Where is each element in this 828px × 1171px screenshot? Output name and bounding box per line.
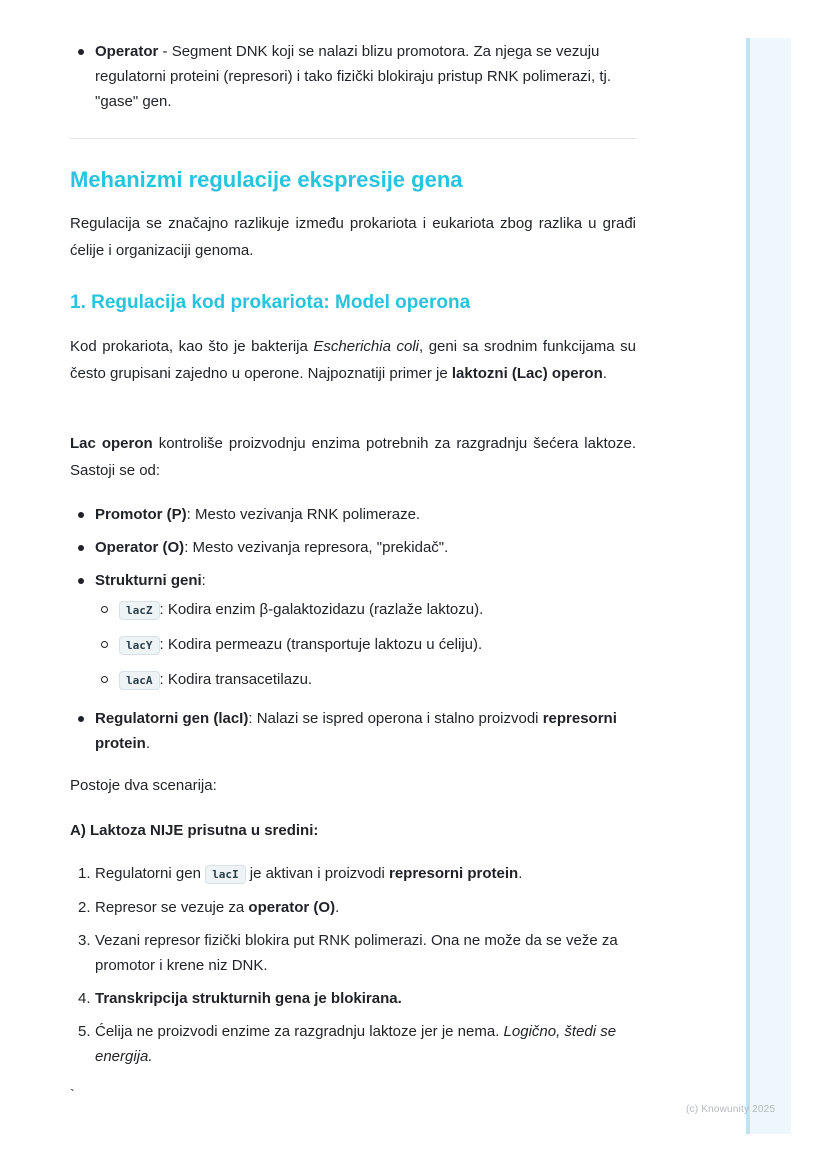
list-item: Operator (O): Mesto vezivanja represora, "prekidač".: [70, 535, 636, 560]
list-item: Regulatorni gen (lacI): Nalazi se ispred operona i stalno proizvodi represorni protein.: [70, 706, 636, 756]
step-item: 1. Regulatorni gen lacI je aktivan i proizvodi represorni protein.: [78, 865, 523, 882]
gene-item: lacA : Kodira transacetilazu.: [95, 667, 636, 693]
right-margin-bar: [746, 38, 791, 1134]
stray-mark: `: [70, 1086, 75, 1102]
scenario-a-title: A) Laktoza NIJE prisutna u sredini:: [70, 822, 319, 839]
section-divider: [70, 138, 636, 139]
paragraph-operon: Kod prokariota, kao što je bakterija Escherichia coli, geni sa srodnim funkcijama su često grupisani zajedno u operone. Najpoznatiji primer je laktozni (Lac) operon.: [70, 338, 636, 382]
gene-code: lacA: [119, 671, 160, 690]
gene-item: lacY : Kodira permeazu (transportuje laktozu u ćeliju).: [95, 632, 636, 658]
step-item: 2. Represor se vezuje za operator (O).: [78, 899, 340, 916]
regulator-list: [70, 706, 636, 756]
section-title: Mehanizmi regulacije ekspresije gena: [70, 167, 463, 192]
gene-code: lacY: [119, 636, 160, 655]
organism-name: Escherichia coli: [313, 338, 419, 355]
scenario-a-steps: [70, 861, 636, 1077]
operon-components-list: [70, 502, 636, 702]
step-item: 4. Transkripcija strukturnih gena je blokirana.: [78, 990, 402, 1007]
gene-code: lacZ: [119, 601, 160, 620]
paragraph-lac-operon: Lac operon kontroliše proizvodnju enzima potrebnih za razgradnju šećera laktoze. Sastoji se od:: [70, 435, 636, 479]
subsection-title: 1. Regulacija kod prokariota: Model operona: [70, 292, 471, 313]
list-item: [70, 39, 636, 114]
bullet-text: - Segment DNK koji se nalazi blizu promotora. Za njega se vezuju regulatorni proteini (represori) i tako fizički blokiraju pristup RNK polimerazi, tj. "gase" gen.: [95, 43, 612, 110]
scenarios-intro: Postoje dva scenarija:: [70, 777, 217, 794]
step-item: 5. Ćelija ne proizvodi enzime za razgradnju laktoze jer je nema. Logično, štedi se energija.: [78, 1023, 617, 1065]
list-item: Strukturni geni: lacZ : Kodira enzim β-galaktozidazu (razlaže laktozu). lacY : Kodira permeazu (transportuje laktozu u ćeliju). lacA : Kodira transacetilazu.: [70, 568, 636, 693]
footer-copyright: (c) Knowunity 2025: [686, 1104, 776, 1115]
section-intro-paragraph: Regulacija se značajno razlikuje između prokariota i eukariota zbog razlika u građi ćelije i organizaciji genoma.: [70, 215, 636, 259]
gene-item: lacZ : Kodira enzim β-galaktozidazu (razlaže laktozu).: [95, 597, 636, 623]
term-operator: Operator: [95, 43, 159, 60]
lac-operon-term: laktozni (Lac) operon: [451, 365, 603, 382]
intro-bullet-list: [70, 39, 636, 114]
structural-genes-list: [95, 597, 636, 693]
list-item: Promotor (P): Mesto vezivanja RNK polimeraze.: [70, 502, 636, 527]
gene-code: lacI: [205, 865, 246, 884]
step-item: 3. Vezani represor fizički blokira put RNK polimerazi. Ona ne može da se veže za promotor i krene niz DNK.: [78, 932, 618, 974]
